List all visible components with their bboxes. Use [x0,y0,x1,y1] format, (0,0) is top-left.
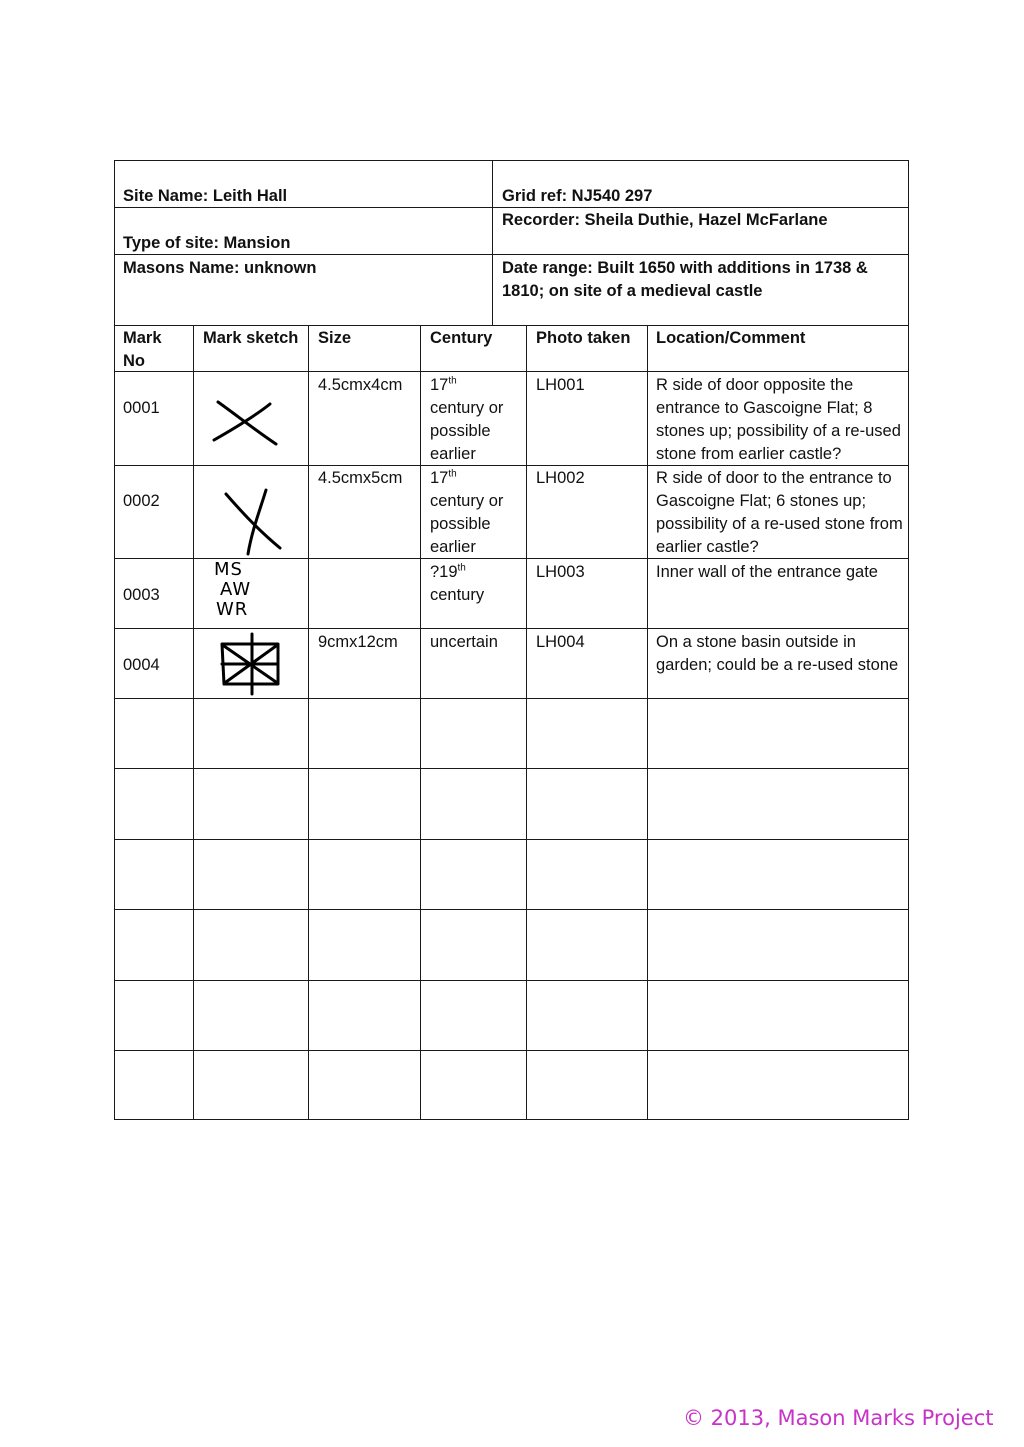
row-line [114,1050,909,1051]
site-name: Site Name: Leith Hall [123,187,288,205]
century-cell [430,374,520,466]
col-line [114,325,115,1120]
century-cell [430,631,520,654]
mark-no-cell: 0004 [123,656,160,674]
masons-name: Masons Name: unknown [123,259,317,277]
sketch-letters-line: WR [216,599,249,620]
col-header-size: Size [318,329,352,347]
col-line [908,325,909,1120]
col-line [526,325,527,1120]
century-suffix: th [457,562,466,574]
header-middle-border [492,160,493,326]
row-line [114,839,909,840]
century-rest: century [430,586,485,604]
century-number: 17 [430,469,449,487]
size-cell: 4.5cmx4cm [318,376,403,394]
type-of-site: Type of site: Mansion [123,234,291,252]
century-number: uncertain [430,633,498,651]
x-cross-mark-tall-sketch [222,486,282,556]
century-suffix: th [448,375,457,387]
col-line [193,325,194,1120]
comment-cell: Inner wall of the entrance gate [656,563,878,581]
century-cell [430,467,520,559]
mark-no-cell: 0002 [123,492,160,510]
mark-no-cell: 0003 [123,586,160,604]
header-left-border [114,160,115,326]
century-rest: century or possible earlier [430,492,504,556]
row-line [114,980,909,981]
century-rest: century or possible earlier [430,399,504,463]
recorder: Recorder: Sheila Duthie, Hazel McFarlane [502,211,828,229]
row-line [114,768,909,769]
col-line [420,325,421,1120]
photo-cell: LH003 [536,563,585,581]
copyright-notice: © 2013, Mason Marks Project [683,1406,994,1430]
col-header-location-comment: Location/Comment [656,329,806,347]
sketch-letters-line: AW [220,579,252,600]
century-suffix: th [448,468,457,480]
size-cell: 9cmx12cm [318,633,398,651]
boxed-cross-mark-sketch [218,632,284,696]
col-line [647,325,648,1120]
col-header-mark-sketch: Mark sketch [203,329,299,347]
photo-cell: LH002 [536,469,585,487]
row-line [114,371,909,372]
century-number: 17 [430,376,449,394]
col-header-century: Century [430,329,493,347]
century-number: ?19 [430,563,458,581]
grid-ref: Grid ref: NJ540 297 [502,187,653,205]
header-top-border [114,160,909,161]
mark-no-cell: 0001 [123,399,160,417]
comment-cell: R side of door opposite the entrance to Gascoigne Flat; 8 stones up; possibility of a re-used stone from earlier castle? [656,376,901,463]
header-right-border [908,160,909,326]
col-header-photo-taken: Photo taken [536,329,631,347]
letters-mark-sketch [212,560,282,620]
row-line [114,698,909,699]
comment-cell: On a stone basin outside in garden; could be a re-used stone [656,633,899,674]
photo-cell: LH001 [536,376,585,394]
table-bottom-border [114,1119,909,1120]
century-cell [430,561,520,607]
date-range: Date range: Built 1650 with additions in 1738 & 1810; on site of a medieval castle [502,259,868,300]
col-header-mark-no: Mark No [123,329,162,370]
row-line [114,909,909,910]
comment-cell: R side of door to the entrance to Gascoigne Flat; 6 stones up; possibility of a re-used stone from earlier castle? [656,469,903,556]
row-line [114,628,909,629]
sketch-letters-line: MS [214,559,243,580]
col-line [308,325,309,1120]
photo-cell: LH004 [536,633,585,651]
size-cell: 4.5cmx5cm [318,469,403,487]
x-cross-mark-sketch [210,396,280,446]
